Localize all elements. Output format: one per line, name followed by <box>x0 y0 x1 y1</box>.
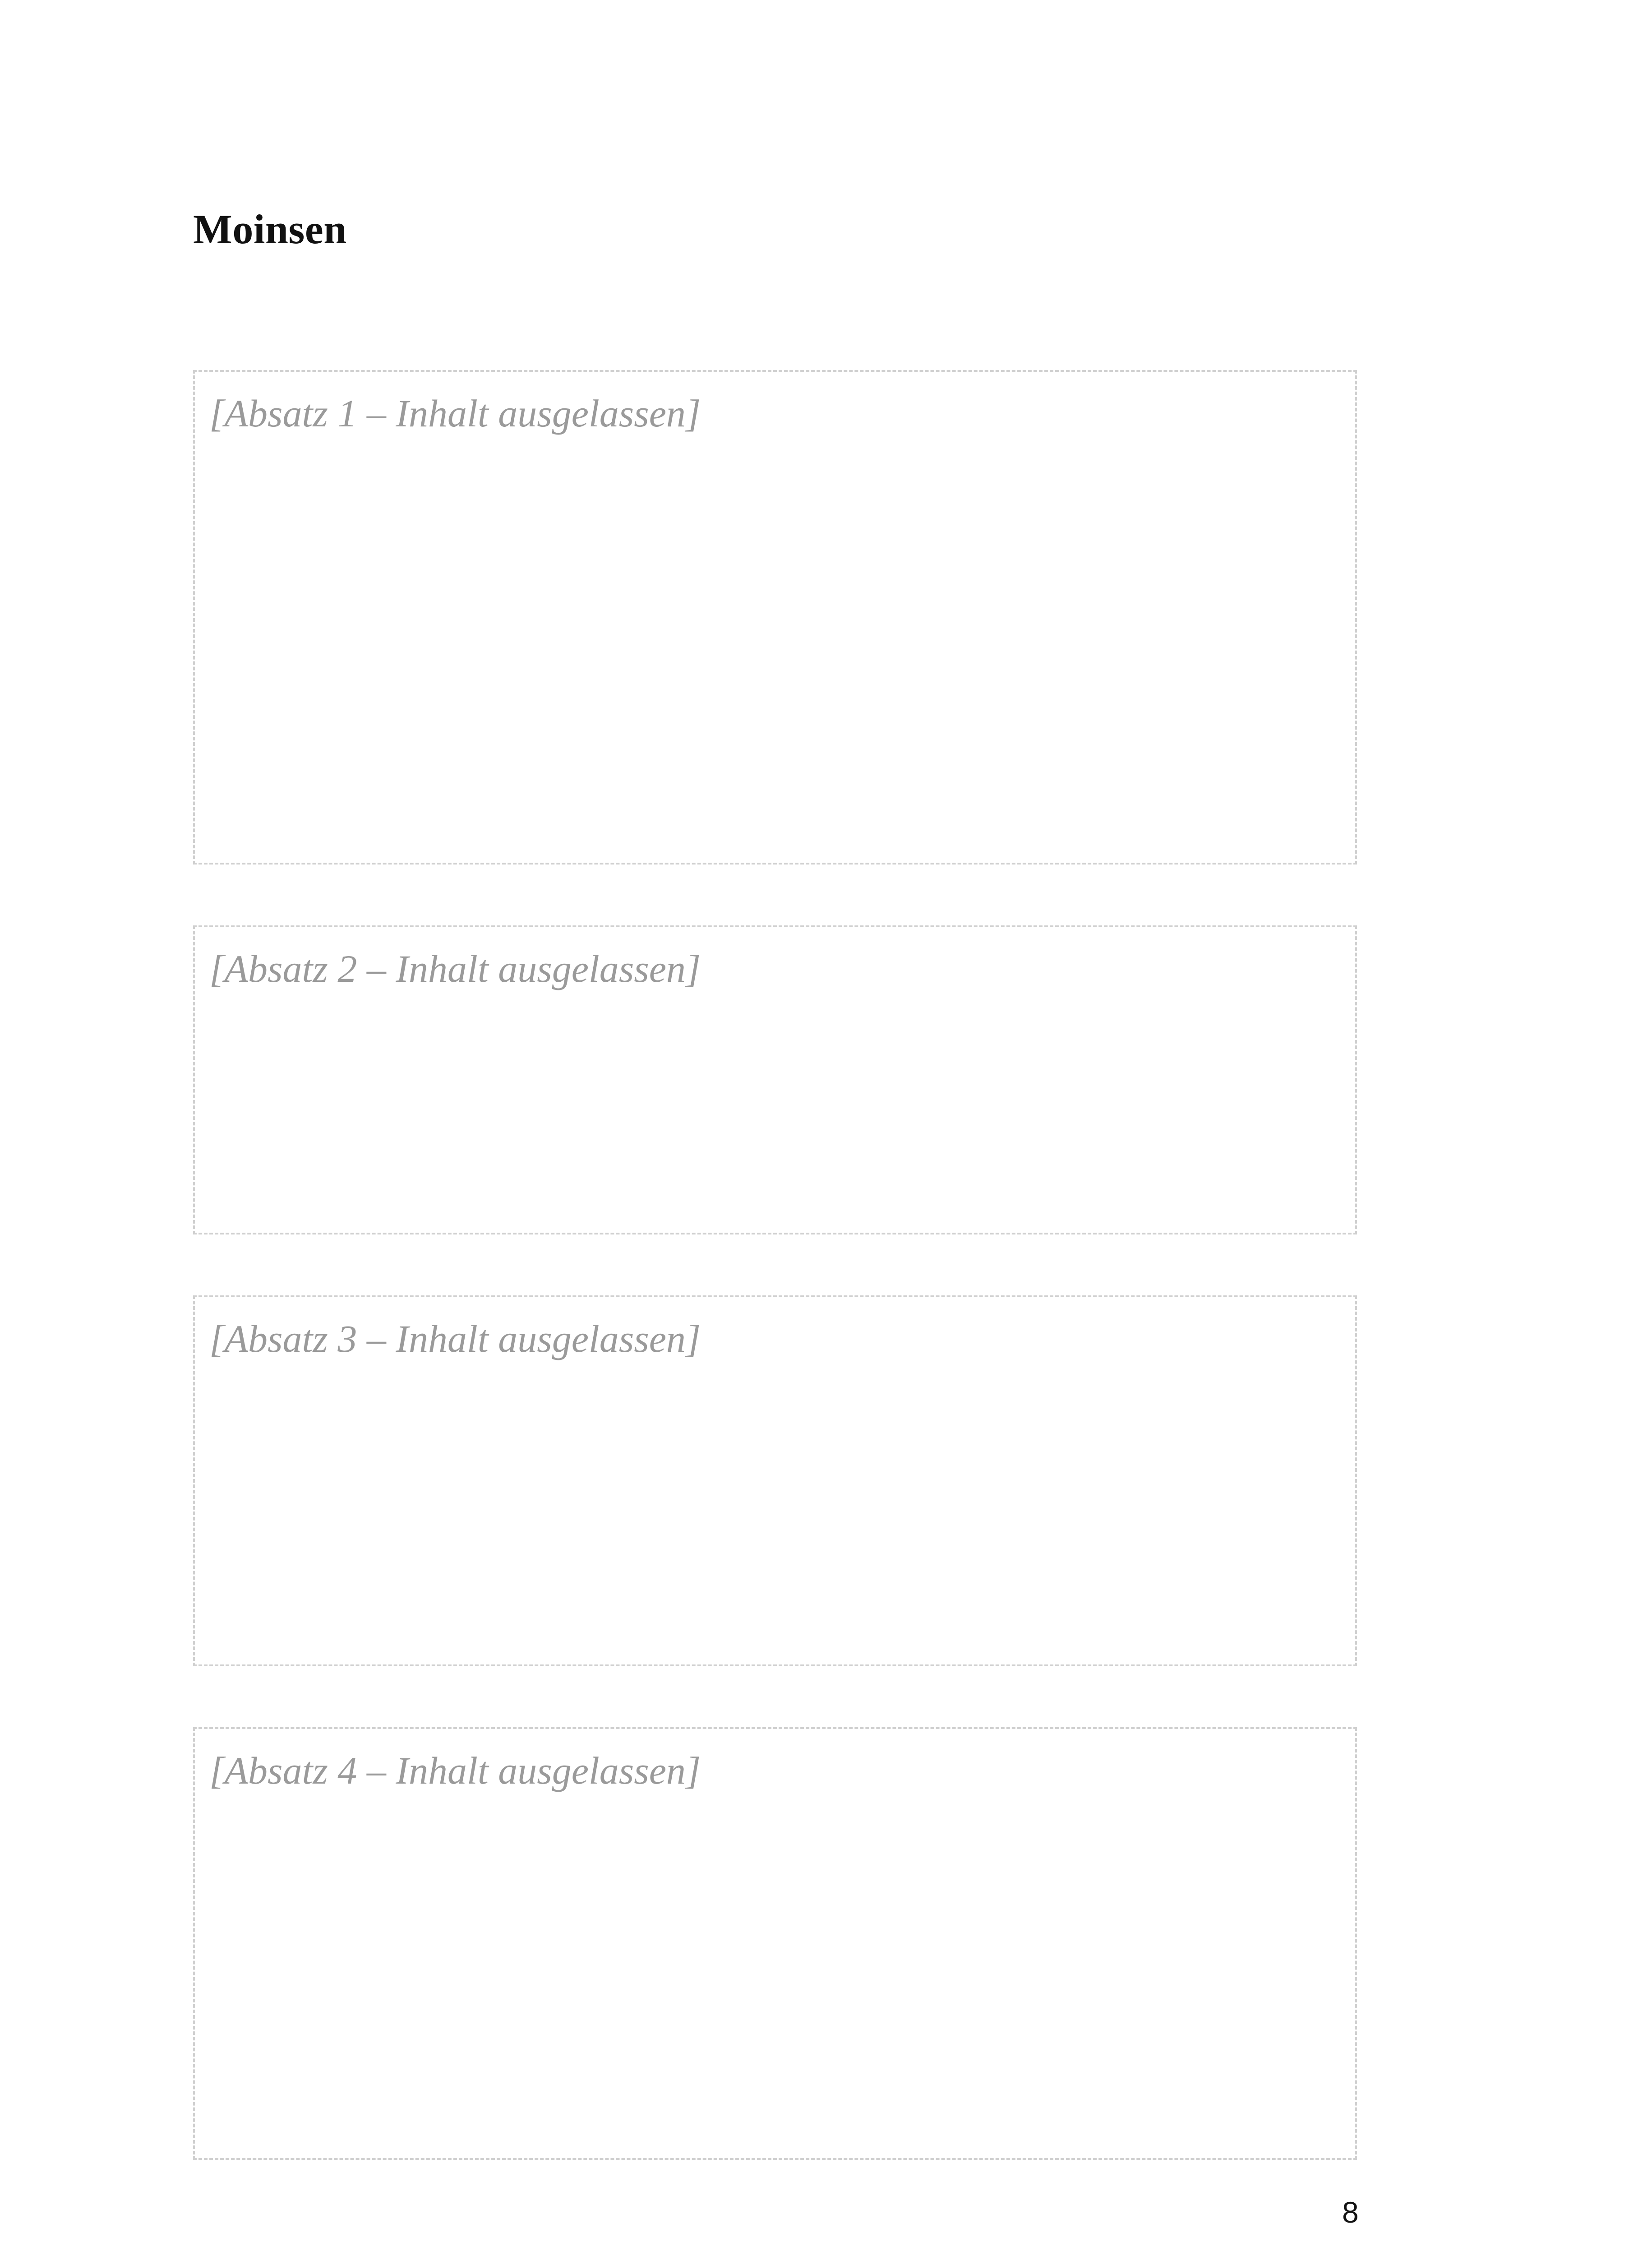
paragraph-3: [Absatz 3 – Inhalt ausgelassen] <box>193 1295 1357 1666</box>
paragraph-1: [Absatz 1 – Inhalt ausgelassen] <box>193 370 1357 864</box>
body-text <box>193 370 1357 2221</box>
page-number: 8 <box>1342 2196 1359 2229</box>
page-title: Moinsen <box>193 206 347 252</box>
paragraph-2: [Absatz 2 – Inhalt ausgelassen] <box>193 925 1357 1234</box>
paragraph-4: [Absatz 4 – Inhalt ausgelassen] <box>193 1727 1357 2160</box>
